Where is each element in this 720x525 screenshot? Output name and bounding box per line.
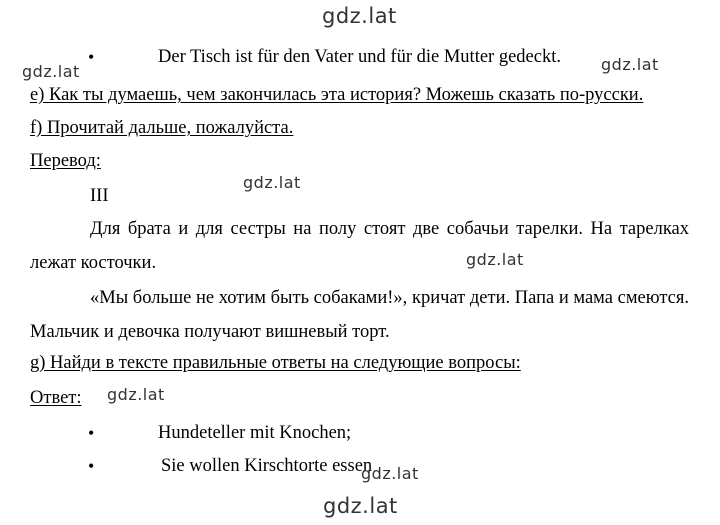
bullet-text: Der Tisch ist für den Vater und für die Mutter gedeckt. xyxy=(158,47,561,67)
watermark: gdz.lat xyxy=(107,385,165,404)
translation-label: Перевод: xyxy=(30,151,101,171)
bullet-dot: • xyxy=(88,456,95,476)
task-e: e) Как ты думаешь, чем закончилась эта история? Можешь сказать по-русски. xyxy=(30,85,644,105)
watermark: gdz.lat xyxy=(22,62,80,81)
watermark: gdz.lat xyxy=(243,173,301,192)
task-g: g) Найди в тексте правильные ответы на следующие вопросы: xyxy=(30,353,521,373)
section-number: III xyxy=(90,186,109,206)
watermark: gdz.lat xyxy=(466,250,524,269)
task-f: f) Прочитай дальше, пожалуйста. xyxy=(30,118,294,138)
bullet-text: Sie wollen Kirschtorte essen xyxy=(161,456,373,476)
paragraph-2: «Мы больше не хотим быть собаками!», кричат дети. Папа и мама смеются. Мальчик и девочка получают вишневый торт. xyxy=(30,288,689,342)
watermark-top: gdz.lat xyxy=(322,4,397,28)
answer-label: Ответ: xyxy=(30,388,82,408)
paragraph-1: Для брата и для сестры на полу стоят две собачьи тарелки. На тарелках лежат косточки. xyxy=(30,219,689,273)
watermark-bottom: gdz.lat xyxy=(323,494,398,518)
bullet-dot: • xyxy=(88,423,95,443)
bullet-dot: • xyxy=(88,47,95,67)
watermark: gdz.lat xyxy=(601,55,659,74)
bullet-text: Hundeteller mit Knochen; xyxy=(158,423,352,443)
watermark: gdz.lat xyxy=(361,464,419,483)
